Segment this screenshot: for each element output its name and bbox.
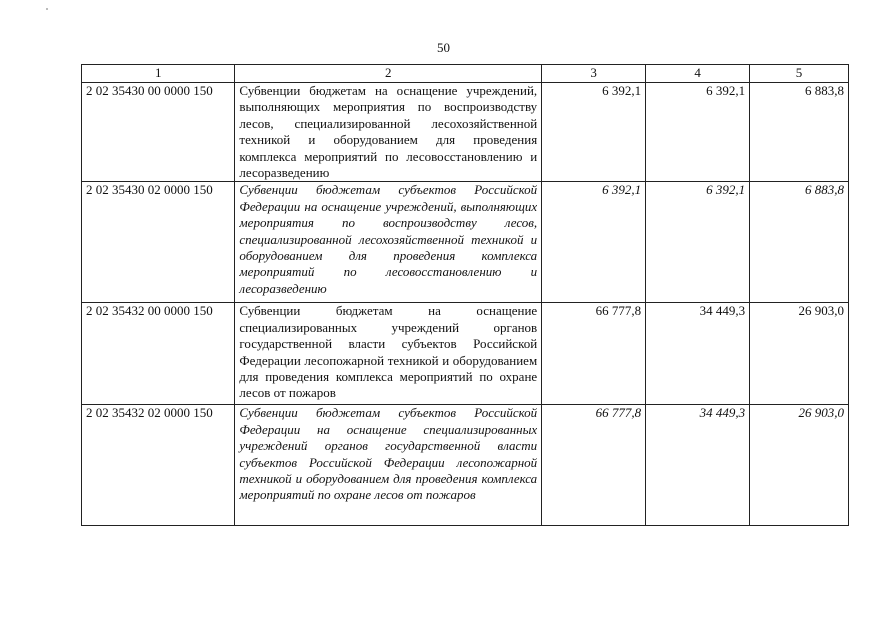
- budget-code: 2 02 35430 00 0000 150: [82, 83, 235, 182]
- row-description: Субвенции бюджетам субъектов Российской Федерации на оснащение учреждений, выполняющих мероприятия по воспроизводству лесов, специализированной лесохозяйственной техникой и оборудованием для проведения комплекса мероприятий по лесовосстановлению и лесоразведению: [235, 182, 542, 303]
- row-description: Субвенции бюджетам на оснащение учреждений, выполняющих мероприятия по воспроизводству лесов, специализированной лесохозяйственной техникой и оборудованием для проведения комплекса мероприятий по лесовосстановлению и лесоразведению: [235, 83, 542, 182]
- table-row: [82, 405, 849, 526]
- table-header-row: [82, 65, 849, 83]
- table-row: [82, 182, 849, 303]
- value-col4: 34 449,3: [646, 405, 750, 526]
- column-header-3: 3: [542, 65, 646, 83]
- value-col3: 66 777,8: [542, 303, 646, 405]
- budget-code: 2 02 35432 00 0000 150: [82, 303, 235, 405]
- column-header-1: 1: [82, 65, 235, 83]
- value-col4: 34 449,3: [646, 303, 750, 405]
- value-col3: 66 777,8: [542, 405, 646, 526]
- value-col4: 6 392,1: [646, 83, 750, 182]
- scan-speck: [46, 8, 48, 10]
- column-header-2: 2: [235, 65, 542, 83]
- row-description: Субвенции бюджетам на оснащение специализированных учреждений органов государственной власти субъектов Российской Федерации лесопожарной техникой и оборудованием для проведения комплекса мероприятий по охране лесов от пожаров: [235, 303, 542, 405]
- value-col5: 6 883,8: [750, 83, 849, 182]
- budget-code: 2 02 35432 02 0000 150: [82, 405, 235, 526]
- value-col3: 6 392,1: [542, 83, 646, 182]
- budget-code: 2 02 35430 02 0000 150: [82, 182, 235, 303]
- value-col5: 26 903,0: [750, 303, 849, 405]
- value-col5: 6 883,8: [750, 182, 849, 303]
- row-description: Субвенции бюджетам субъектов Российской Федерации на оснащение специализированных учреждений органов государственной власти субъектов Российской Федерации лесопожарной техникой и оборудованием для проведения комплекса мероприятий по охране лесов от пожаров: [235, 405, 542, 526]
- value-col3: 6 392,1: [542, 182, 646, 303]
- value-col5: 26 903,0: [750, 405, 849, 526]
- value-col4: 6 392,1: [646, 182, 750, 303]
- column-header-5: 5: [750, 65, 849, 83]
- table-row: [82, 303, 849, 405]
- page-number: 50: [437, 40, 450, 55]
- column-header-4: 4: [646, 65, 750, 83]
- table-row: [82, 83, 849, 182]
- budget-table: [81, 64, 849, 526]
